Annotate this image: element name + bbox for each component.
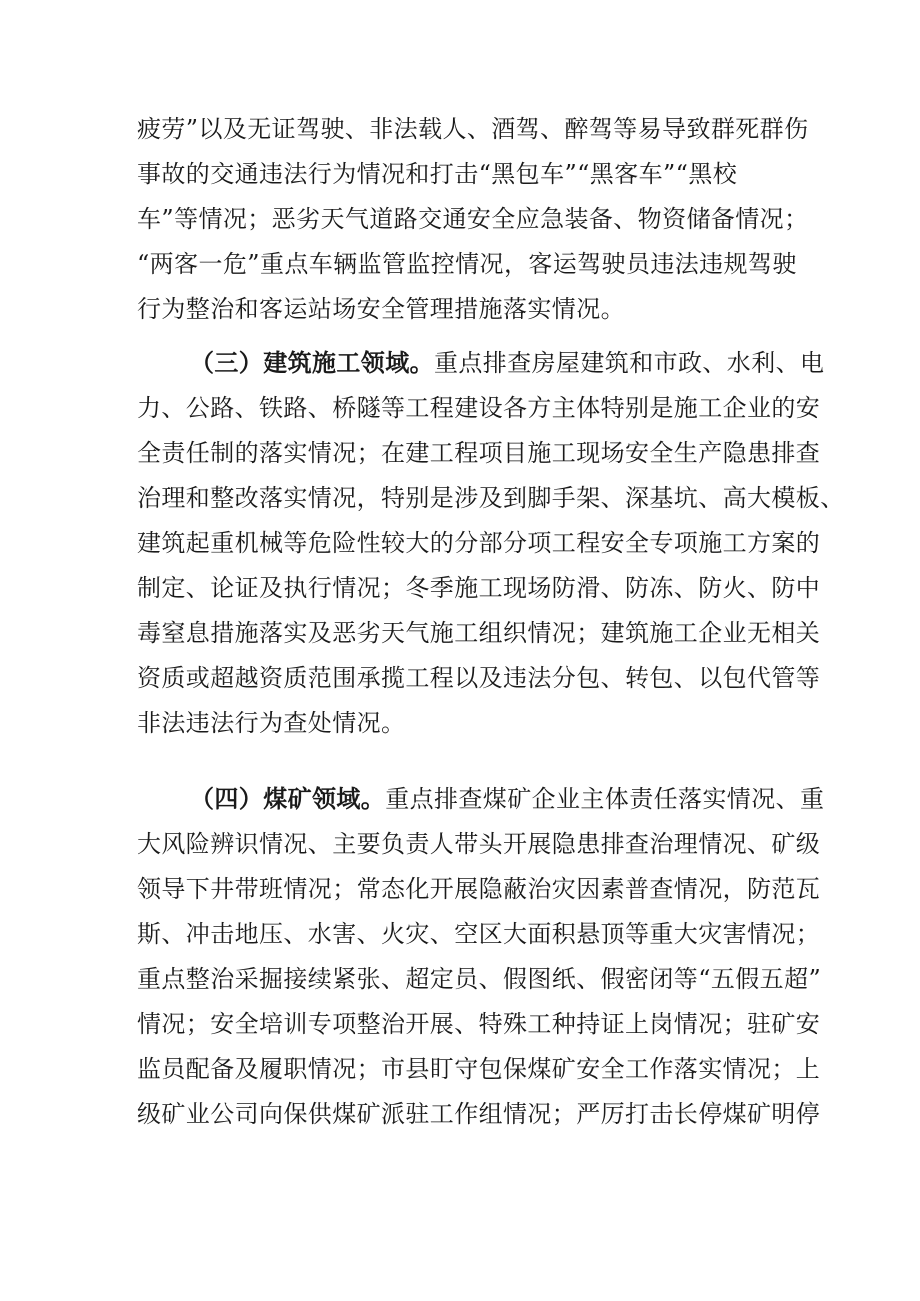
text-line: 斯、冲击地压、水害、火灾、空区大面积悬顶等重大灾害情况； <box>137 920 821 948</box>
section-3-first-line-text: 重点排查房屋建筑和市政、水利、电 <box>434 349 825 377</box>
text-line: 制定、论证及执行情况；冬季施工现场防滑、防冻、防火、防中 <box>137 574 821 602</box>
text-line: 疲劳”以及无证驾驶、非法载人、酒驾、醉驾等易导致群死群伤 <box>137 115 809 143</box>
text-line: 治理和整改落实情况，特别是涉及到脚手架、深基坑、高大模板、 <box>137 484 845 512</box>
text-line: 资质或超越资质范围承揽工程以及违法分包、转包、以包代管等 <box>137 664 821 692</box>
section-3-heading: （三）建筑施工领域。 <box>190 348 434 377</box>
text-line: 大风险辨识情况、主要负责人带头开展隐患排查治理情况、矿级 <box>137 830 821 858</box>
text-line: 全责任制的落实情况；在建工程项目施工现场安全生产隐患排查 <box>137 439 821 467</box>
text-line: 车”等情况；恶劣天气道路交通安全应急装备、物资储备情况； <box>137 205 809 233</box>
section-4-first-line-text: 重点排查煤矿企业主体责任落实情况、重 <box>385 785 825 813</box>
text-line: 监员配备及履职情况；市县盯守包保煤矿安全工作落实情况；上 <box>137 1055 821 1083</box>
text-line: 建筑起重机械等危险性较大的分部分项工程安全专项施工方案的 <box>137 529 821 557</box>
text-line: “两客一危”重点车辆监管监控情况，客运驾驶员违法违规驾驶 <box>137 250 797 278</box>
section-4-heading: （四）煤矿领域。 <box>190 784 386 813</box>
section-3-first-line <box>190 346 825 382</box>
text-line: 力、公路、铁路、桥隧等工程建设各方主体特别是施工企业的安 <box>137 394 821 422</box>
text-line: 事故的交通违法行为情况和打击“黑包车”“黑客车”“黑校 <box>137 160 738 188</box>
text-line: 毒窒息措施落实及恶劣天气施工组织情况；建筑施工企业无相关 <box>137 619 821 647</box>
text-line: 情况；安全培训专项整治开展、特殊工种持证上岗情况；驻矿安 <box>137 1010 821 1038</box>
section-4-first-line <box>190 782 825 818</box>
text-line: 重点整治采掘接续紧张、超定员、假图纸、假密闭等“五假五超” <box>137 965 822 993</box>
text-line: 行为整治和客运站场安全管理措施落实情况。 <box>137 295 625 323</box>
text-line: 非法违法行为查处情况。 <box>137 709 406 737</box>
text-line: 领导下井带班情况；常态化开展隐蔽治灾因素普查情况，防范瓦 <box>137 875 821 903</box>
text-line: 级矿业公司向保供煤矿派驻工作组情况；严厉打击长停煤矿明停 <box>137 1100 821 1128</box>
